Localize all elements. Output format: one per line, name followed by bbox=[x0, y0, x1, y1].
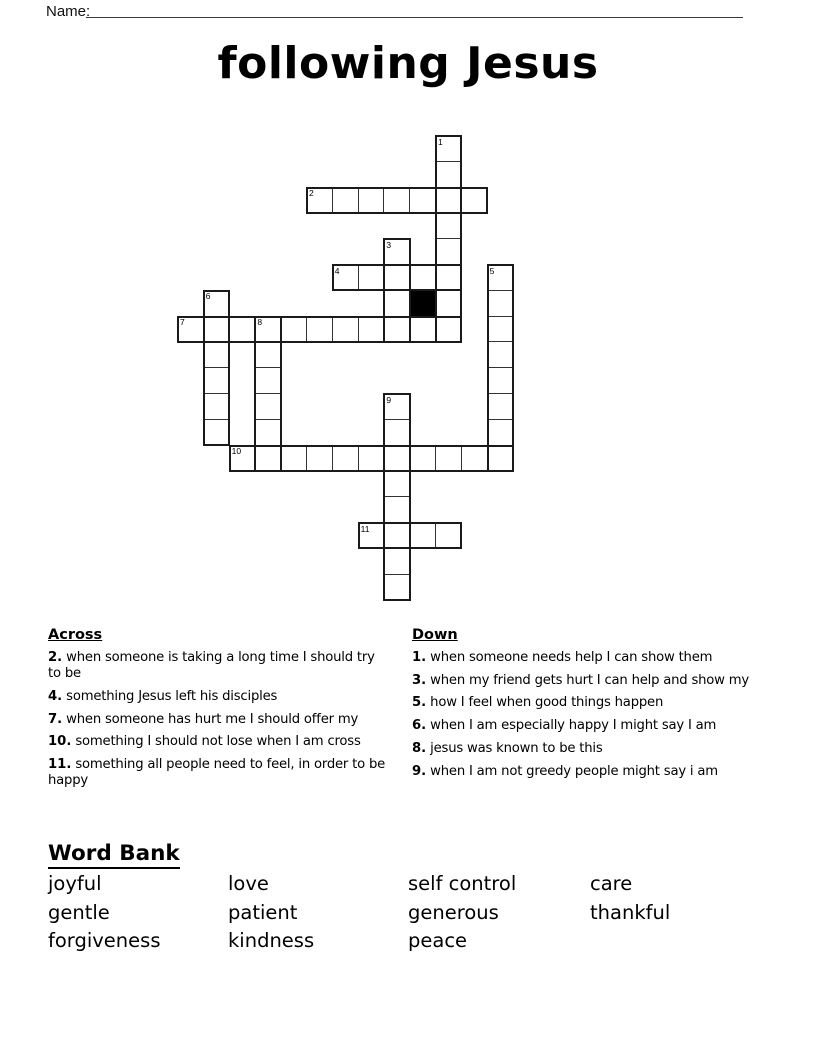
crossword-cell[interactable] bbox=[383, 187, 410, 214]
crossword-cell[interactable] bbox=[435, 187, 462, 214]
clue-text: something Jesus left his disciples bbox=[62, 688, 278, 704]
crossword-cell[interactable] bbox=[203, 367, 230, 394]
cell-number: 4 bbox=[334, 265, 340, 276]
clue-text: jesus was known to be this bbox=[426, 740, 603, 756]
clue-item bbox=[412, 650, 750, 666]
clue-text: when someone has hurt me I should offer my bbox=[62, 711, 359, 727]
crossword-cell[interactable] bbox=[254, 341, 281, 368]
clue-text: something I should not lose when I am cross bbox=[71, 734, 361, 750]
crossword-cell[interactable] bbox=[332, 187, 359, 214]
crossword-cell[interactable] bbox=[487, 393, 514, 420]
word-bank-word: generous bbox=[408, 900, 499, 924]
clue-text: when I am not greedy people might say i am bbox=[426, 763, 718, 779]
crossword-cell[interactable] bbox=[487, 445, 514, 472]
crossword-cell[interactable] bbox=[254, 367, 281, 394]
crossword-cell[interactable] bbox=[409, 445, 436, 472]
word-bank-word: love bbox=[228, 872, 269, 895]
crossword-cell[interactable] bbox=[383, 419, 410, 446]
crossword-cell[interactable] bbox=[203, 316, 230, 343]
crossword-cell[interactable] bbox=[409, 264, 436, 291]
crossword-cell[interactable] bbox=[306, 445, 333, 472]
name-label: Name: bbox=[46, 3, 91, 20]
crossword-cell[interactable] bbox=[435, 290, 462, 317]
crossword-cell[interactable] bbox=[383, 264, 410, 291]
clue-text: something all people need to feel, in order to be happy bbox=[48, 757, 386, 789]
crossword-cell[interactable] bbox=[435, 316, 462, 343]
crossword-cell[interactable] bbox=[487, 290, 514, 317]
crossword-cell[interactable] bbox=[229, 316, 256, 343]
down-clue-list bbox=[412, 650, 750, 780]
crossword-cell[interactable] bbox=[332, 316, 359, 343]
cell-number: 10 bbox=[231, 446, 242, 457]
clue-item bbox=[48, 712, 386, 728]
word-bank-word: thankful bbox=[590, 900, 671, 924]
word-bank-word: forgiveness bbox=[48, 929, 161, 952]
word-bank-word: gentle bbox=[48, 900, 110, 924]
clue-item bbox=[48, 689, 386, 705]
clue-item bbox=[412, 764, 750, 780]
word-bank-heading: Word Bank bbox=[48, 841, 180, 869]
crossword-cell[interactable] bbox=[280, 445, 307, 472]
word-bank-word: joyful bbox=[48, 872, 102, 895]
crossword-black-cell bbox=[409, 290, 436, 317]
crossword-cell[interactable] bbox=[254, 393, 281, 420]
word-bank-word: self control bbox=[408, 872, 517, 895]
crossword-cell[interactable] bbox=[280, 316, 307, 343]
down-heading: Down bbox=[412, 627, 458, 643]
crossword-cell[interactable] bbox=[254, 445, 281, 472]
crossword-cell[interactable] bbox=[203, 419, 230, 446]
cell-number: 8 bbox=[257, 317, 263, 328]
clue-number: 6. bbox=[412, 718, 427, 734]
crossword-cell[interactable] bbox=[435, 238, 462, 265]
crossword-cell[interactable] bbox=[254, 419, 281, 446]
crossword-cell[interactable] bbox=[409, 522, 436, 549]
crossword-cell[interactable] bbox=[358, 445, 385, 472]
cell-number: 1 bbox=[438, 136, 443, 147]
clue-number: 11. bbox=[48, 757, 72, 773]
page-title: following Jesus bbox=[217, 38, 599, 89]
across-clue-list bbox=[48, 650, 386, 789]
clue-number: 5. bbox=[412, 695, 427, 711]
clue-text: when someone needs help I can show them bbox=[426, 650, 713, 665]
clue-text: when someone is taking a long time I should try to be bbox=[48, 650, 375, 682]
crossword-cell[interactable] bbox=[358, 264, 385, 291]
clue-item bbox=[412, 673, 750, 689]
crossword-cell[interactable] bbox=[435, 522, 462, 549]
crossword-cell[interactable] bbox=[203, 393, 230, 420]
across-heading: Across bbox=[48, 627, 103, 643]
cell-number: 6 bbox=[205, 291, 211, 302]
crossword-cell[interactable] bbox=[203, 341, 230, 368]
crossword-cell[interactable] bbox=[383, 316, 410, 343]
clue-text: how I feel when good things happen bbox=[426, 695, 664, 711]
crossword-cell[interactable] bbox=[383, 496, 410, 523]
clue-item bbox=[48, 650, 386, 682]
word-bank-word: kindness bbox=[228, 929, 315, 952]
crossword-cell[interactable] bbox=[358, 316, 385, 343]
word-bank-word: care bbox=[590, 872, 633, 895]
crossword-cell[interactable] bbox=[487, 316, 514, 343]
crossword-cell[interactable] bbox=[435, 161, 462, 188]
crossword-cell[interactable] bbox=[461, 445, 488, 472]
cell-number: 5 bbox=[489, 265, 495, 276]
clue-number: 1. bbox=[412, 650, 427, 665]
cell-number: 11 bbox=[360, 523, 370, 534]
cell-number: 7 bbox=[180, 317, 185, 328]
clue-number: 8. bbox=[412, 740, 427, 756]
crossword-cell[interactable] bbox=[383, 290, 410, 317]
clue-item bbox=[48, 757, 386, 789]
clue-item bbox=[412, 695, 750, 711]
clue-text: when I am especially happy I might say I am bbox=[426, 718, 717, 734]
crossword-cell[interactable] bbox=[487, 419, 514, 446]
clue-number: 3. bbox=[412, 672, 427, 688]
crossword-cell[interactable] bbox=[383, 470, 410, 497]
across-clues-section bbox=[48, 627, 386, 796]
crossword-cell[interactable] bbox=[409, 187, 436, 214]
crossword-cell[interactable] bbox=[409, 316, 436, 343]
crossword-cell[interactable] bbox=[332, 445, 359, 472]
cell-number: 9 bbox=[386, 394, 392, 405]
crossword-cell[interactable] bbox=[306, 316, 333, 343]
crossword-cell[interactable] bbox=[358, 187, 385, 214]
clue-number: 4. bbox=[48, 688, 63, 704]
crossword-cell[interactable] bbox=[383, 445, 410, 472]
crossword-cell[interactable] bbox=[383, 522, 410, 549]
word-bank-word: patient bbox=[228, 900, 298, 924]
down-clues-section bbox=[412, 627, 750, 786]
clue-number: 2. bbox=[48, 650, 63, 665]
crossword-cell[interactable] bbox=[461, 187, 488, 214]
crossword-cell[interactable] bbox=[435, 212, 462, 239]
word-bank-list bbox=[48, 872, 778, 954]
crossword-cell[interactable] bbox=[435, 264, 462, 291]
clue-text: when my friend gets hurt I can help and show my bbox=[426, 672, 749, 688]
crossword-cell[interactable] bbox=[383, 548, 410, 575]
clue-item bbox=[412, 741, 750, 757]
crossword-cell[interactable] bbox=[487, 341, 514, 368]
crossword-cell[interactable] bbox=[435, 445, 462, 472]
clue-number: 10. bbox=[48, 734, 72, 750]
clue-number: 9. bbox=[412, 763, 427, 779]
clue-item bbox=[412, 718, 750, 734]
word-bank-word: peace bbox=[408, 929, 468, 952]
crossword-cell[interactable] bbox=[383, 574, 410, 601]
cell-number: 3 bbox=[386, 239, 392, 250]
clue-number: 7. bbox=[48, 711, 63, 727]
clue-item bbox=[48, 734, 386, 750]
crossword-cell[interactable] bbox=[487, 367, 514, 394]
cell-number: 2 bbox=[309, 188, 314, 199]
